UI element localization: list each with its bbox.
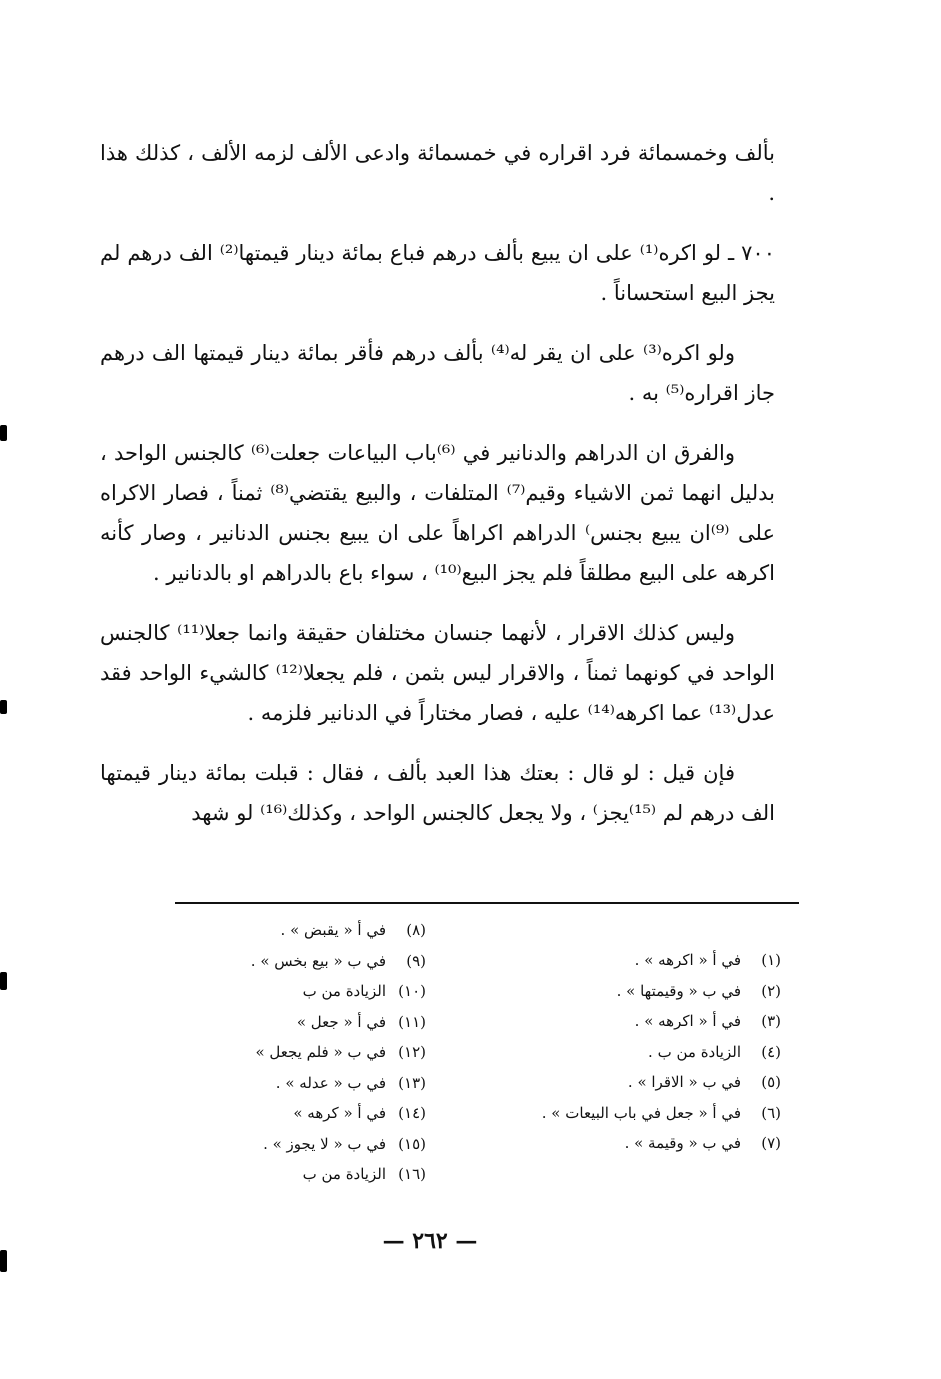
paragraph-1: بألف وخمسمائة فرد اقراره في خمسمائة وادعى الألف لزمه الألف ، كذلك هذا . bbox=[100, 141, 775, 205]
footnote-text: في ب « لا يجوز » . bbox=[263, 1134, 386, 1153]
footnote bbox=[481, 1067, 781, 1098]
page-number: — ٢٦٢ — bbox=[382, 1228, 478, 1254]
footnote-number: (١٥) bbox=[398, 1134, 426, 1153]
footnote bbox=[176, 1129, 426, 1160]
footnote-number: (١٢) bbox=[398, 1043, 426, 1061]
footnote-text: في ب « عدله » . bbox=[275, 1073, 386, 1092]
footnote-number: (٢) bbox=[761, 981, 781, 1000]
footnote-text: في أ « كرهه » bbox=[293, 1104, 386, 1122]
footnote-number: (٣) bbox=[761, 1012, 781, 1030]
footnote bbox=[176, 915, 426, 946]
footnote-separator bbox=[175, 902, 799, 904]
footnote bbox=[481, 945, 781, 976]
paragraph-2: ٧٠٠ ـ لو اكره⁽¹⁾ على ان يبيع بألف درهم فباع بمائة دينار قيمتها⁽²⁾ الف درهم لم يجز البيع استحساناً . bbox=[100, 241, 775, 305]
footnote bbox=[176, 1037, 426, 1068]
binding-mark bbox=[0, 972, 7, 990]
footnote-number: (٧) bbox=[761, 1134, 781, 1152]
footnote-text: في ب « الاقرا » . bbox=[627, 1073, 741, 1091]
footnote-text: في أ « يقبض » . bbox=[280, 921, 386, 939]
footnote-number: (٦) bbox=[761, 1103, 781, 1122]
paragraph-3: ولو اكره⁽³⁾ على ان يقر له⁽⁴⁾ بألف درهم فأقر بمائة دينار قيمتها الف درهم جاز اقراره⁽⁵⁾ به . bbox=[100, 341, 775, 405]
footnote-number: (١٤) bbox=[398, 1104, 426, 1122]
footnote-text: في أ « جعل » bbox=[296, 1012, 386, 1031]
footnote-text: في ب « بيع بخس » . bbox=[250, 951, 386, 970]
footnote-text: الزيادة من ب . bbox=[648, 1042, 741, 1061]
footnotes-left-column bbox=[176, 915, 426, 1190]
footnote bbox=[176, 946, 426, 977]
footnote-number: (٥) bbox=[761, 1073, 781, 1091]
footnote bbox=[176, 1159, 426, 1190]
paragraph-4: والفرق ان الدراهم والدنانير في ⁽⁶⁾باب البياعات جعلت⁽⁶⁾ كالجنس الواحد ، بدليل انهما ثمن الاشياء وقيم⁽⁷⁾ المتلفات ، والبيع يقتضي⁽⁸⁾ ثمناً ، فصار الاكراه على ⁽⁹⁾ان يبيع بجنس⁾ الدراهم اكراهاً على ان يبيع بجنس الدنانير ، وصار كأنه اكرهه على البيع مطلقاً فلم يجز البيع⁽¹⁰⁾ ، سواء باع بالدراهم او بالدنانير . bbox=[100, 441, 775, 585]
footnotes-right-column bbox=[481, 945, 781, 1159]
binding-mark bbox=[0, 1250, 7, 1272]
binding-mark bbox=[0, 700, 7, 714]
footnote-text: في ب « وقيمة » . bbox=[624, 1134, 741, 1152]
footnote bbox=[481, 1128, 781, 1159]
footnote-number: (٤) bbox=[761, 1042, 781, 1061]
footnote-text: الزيادة من ب bbox=[302, 982, 386, 1000]
footnote bbox=[481, 1006, 781, 1037]
binding-mark bbox=[0, 425, 7, 441]
footnote-number: (١٣) bbox=[398, 1073, 426, 1092]
main-text bbox=[100, 133, 775, 833]
footnote-number: (١٦) bbox=[398, 1165, 426, 1183]
footnote bbox=[176, 1098, 426, 1129]
footnote-text: الزيادة من ب bbox=[302, 1165, 386, 1183]
footnote bbox=[481, 1098, 781, 1129]
footnote bbox=[176, 1007, 426, 1038]
footnote-text: في أ « اكرهه » . bbox=[634, 1012, 741, 1030]
footnote bbox=[481, 976, 781, 1007]
footnote bbox=[176, 1068, 426, 1099]
footnote-text: في أ « اكرهه » . bbox=[634, 951, 741, 969]
footnote bbox=[176, 976, 426, 1007]
footnote-number: (٨) bbox=[406, 921, 426, 939]
footnote-text: في ب « وقيمتها » . bbox=[616, 981, 741, 1000]
footnote-text: في أ « جعل في باب البيعات » . bbox=[541, 1103, 741, 1122]
paragraph-6: فإن قيل : لو قال : بعتك هذا العبد بألف ، فقال : قبلت بمائة دينار قيمتها الف درهم لم ⁽¹⁵⁾يجز⁾ ، ولا يجعل كالجنس الواحد ، وكذلك⁽¹⁶⁾ لو شهد bbox=[100, 761, 775, 825]
footnote-number: (١) bbox=[761, 951, 781, 969]
footnote-number: (٩) bbox=[406, 951, 426, 970]
footnote-number: (١٠) bbox=[398, 982, 426, 1000]
paragraph-5: وليس كذلك الاقرار ، لأنهما جنسان مختلفان حقيقة وانما جعلا⁽¹¹⁾ كالجنس الواحد في كونهما ثمناً ، والاقرار ليس بثمن ، فلم يجعلا⁽¹²⁾ كالشيء الواحد فقد عدل⁽¹³⁾ عما اكرهه⁽¹⁴⁾ عليه ، فصار مختاراً في الدنانير فلزمه . bbox=[100, 621, 775, 725]
footnote-text: في ب « فلم يجعل » bbox=[255, 1043, 386, 1061]
footnote-number: (١١) bbox=[398, 1012, 426, 1031]
footnote bbox=[481, 1037, 781, 1068]
